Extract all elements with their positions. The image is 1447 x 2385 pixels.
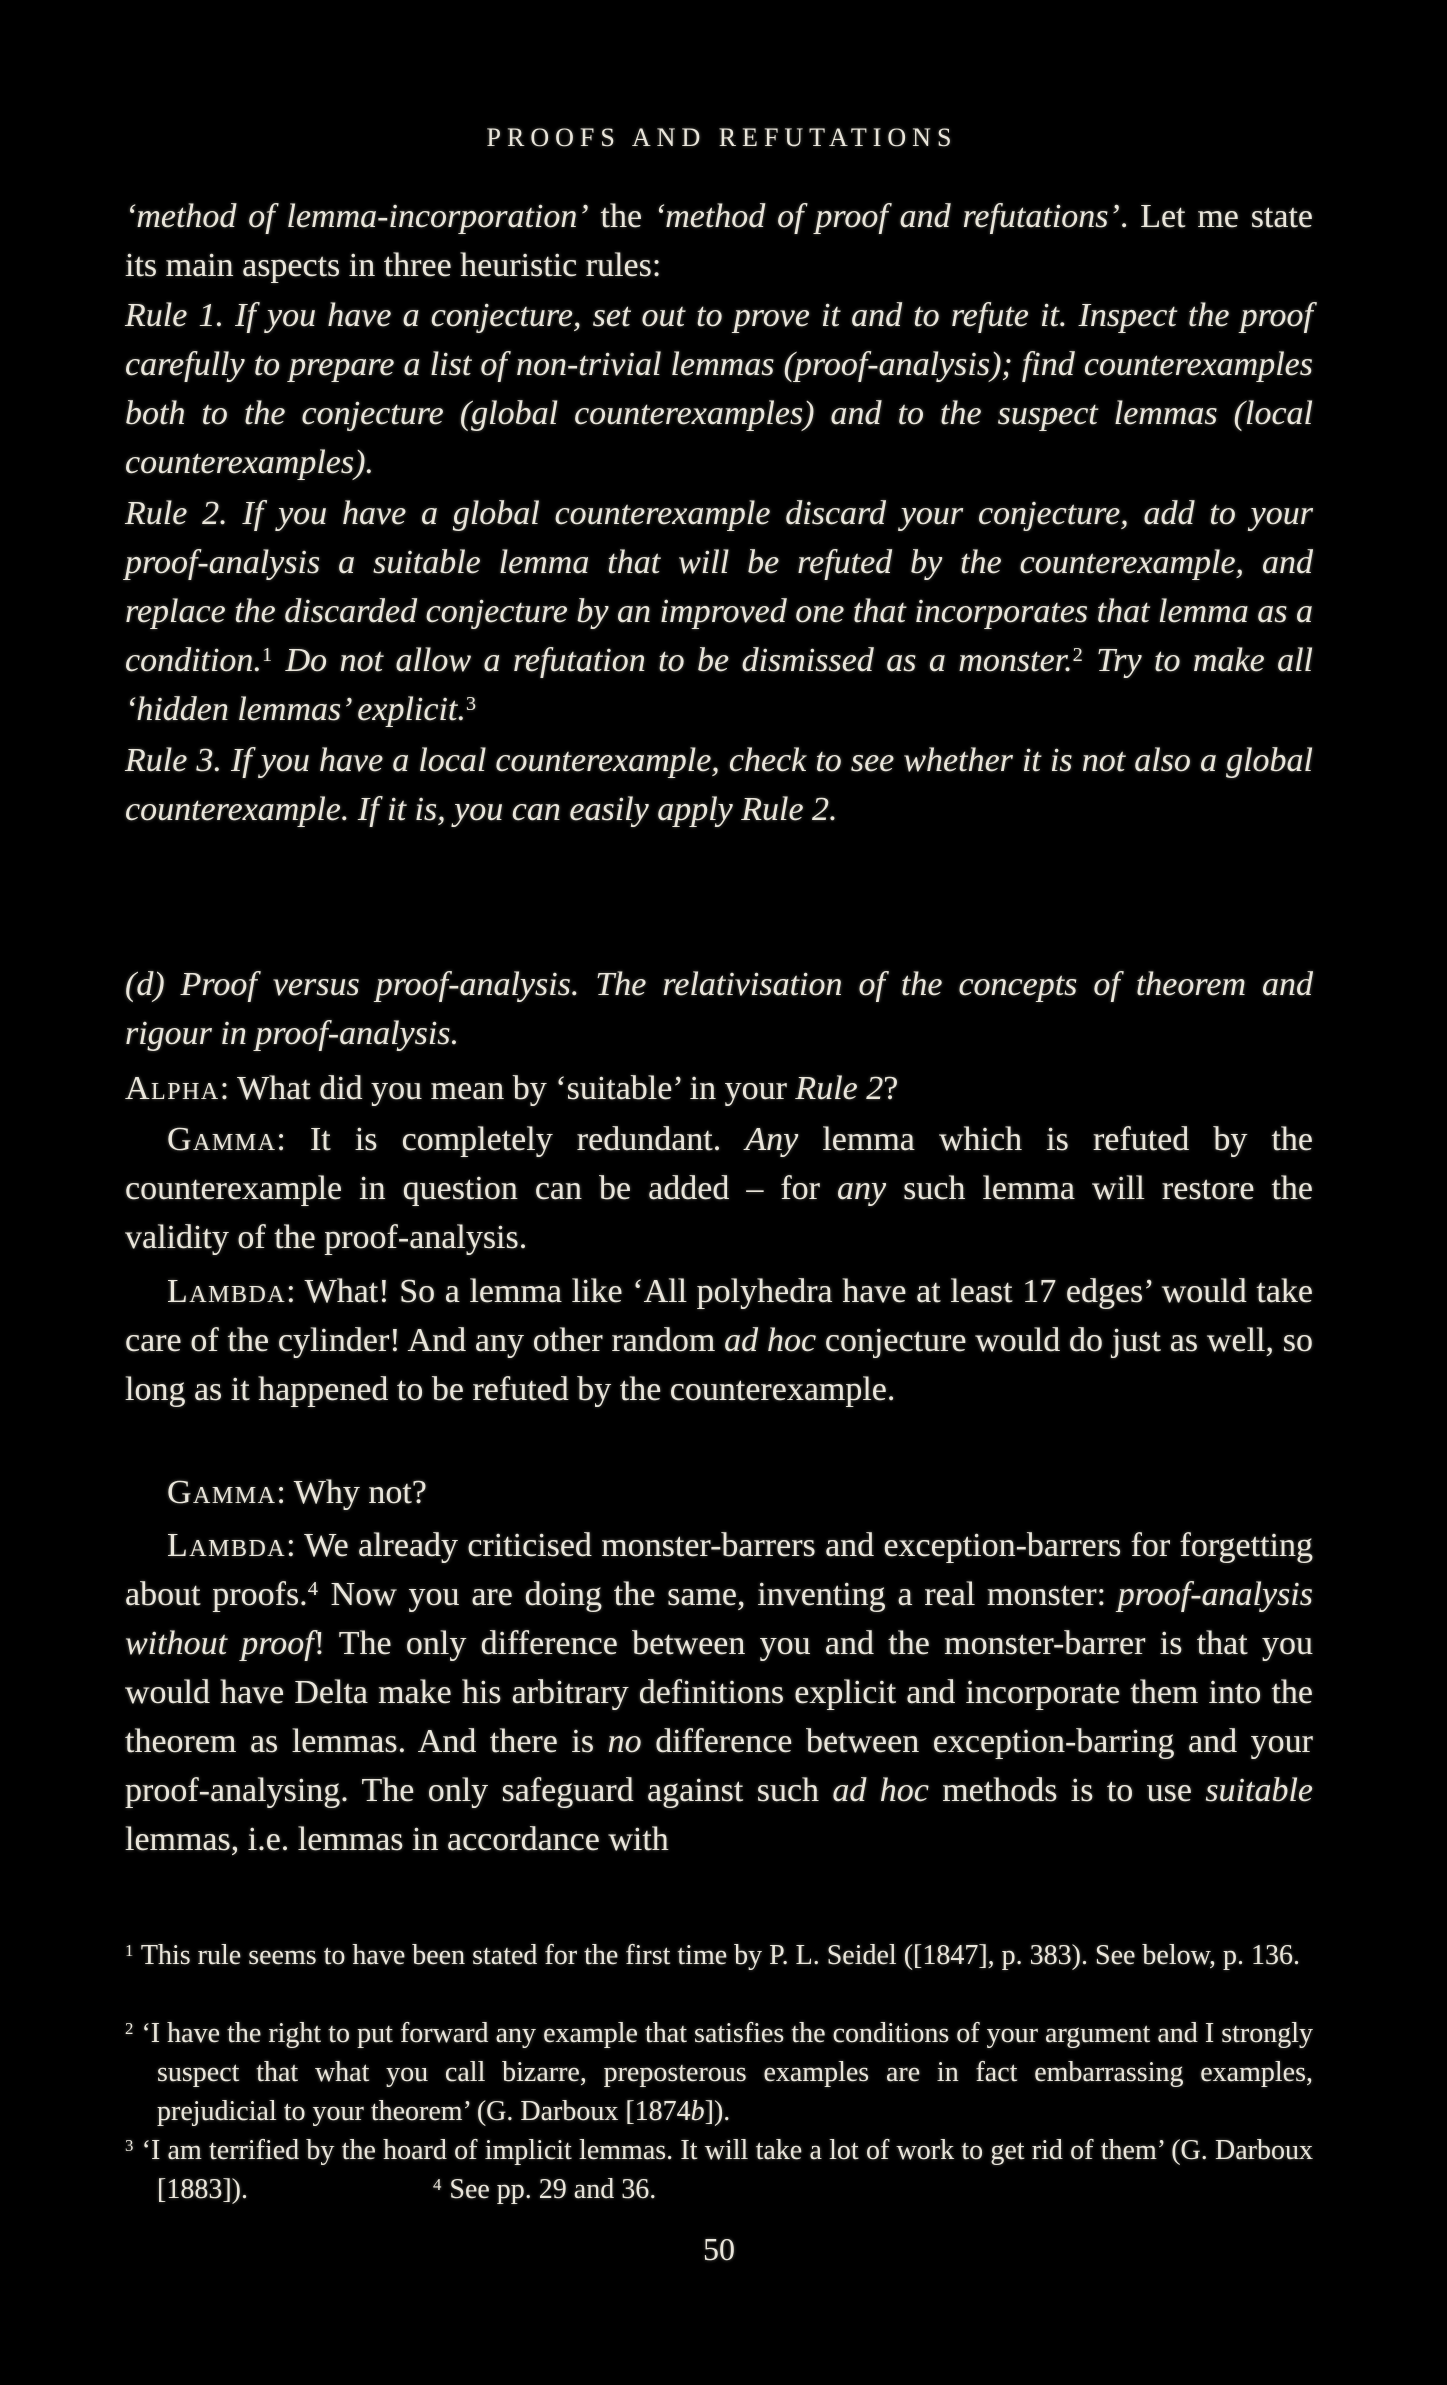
dialogue-alpha: Alpha: What did you mean by ‘suitable’ in your Rule 2? xyxy=(125,1070,899,1107)
rule-1-paragraph: Rule 1. If you have a conjecture, set out to prove it and to refute it. Inspect the proof carefully to prepare a list of non-trivial lemmas (proof-analysis); find counterexamples both to the conjecture (global counterexamples) and to the suspect lemmas (local counterexamples). xyxy=(125,297,1313,481)
dialogue-lambda-1: Lambda: What! So a lemma like ‘All polyhedra have at least 17 edges’ would take care of the cylinder! And any other random ad hoc conjecture would do just as well, so long as it happened to be refuted by the counterexample. xyxy=(125,1273,1313,1408)
dialogue-gamma-1: Gamma: It is completely redundant. Any lemma which is refuted by the counterexample in question can be added – for any such lemma will restore the validity of the proof-analysis. xyxy=(125,1121,1313,1256)
rule-3-paragraph: Rule 3. If you have a local counterexample, check to see whether it is not also a global counterexample. If it is, you can easily apply Rule 2. xyxy=(125,742,1313,828)
footnote-1: $^1$ This rule seems to have been stated for the first time by P. L. Seidel ([1847], p. 383). See below, p. 136. xyxy=(125,1940,1301,1971)
dialogue-gamma-2: Gamma: Why not? xyxy=(167,1474,427,1511)
rule-2-paragraph: Rule 2. If you have a global counterexample discard your conjecture, add to your proof-analysis a suitable lemma that will be refuted by the counterexample, and replace the discarded conjecture by an improved one that incorporates that lemma as a condition.$^1$ Do not allow a refutation to be dismissed as a monster.$^2$ Try to make all ‘hidden lemmas’ explicit.$^3$ xyxy=(125,495,1313,728)
dialogue-lambda-2: Lambda: We already criticised monster-barrers and exception-barrers for forgetting about proofs.$^4$ Now you are doing the same, inventing a real monster: proof-analysis without proof! The only difference between you and the monster-barrer is that you would have Delta make his arbitrary definitions explicit and incorporate them into the theorem as lemmas. And there is no difference between exception-barring and your proof-analysing. The only safeguard against such ad hoc methods is to use suitable lemmas, i.e. lemmas in accordance with xyxy=(125,1527,1313,1858)
footnote-3-and-4: $^3$ ‘I am terrified by the hoard of implicit lemmas. It will take a lot of work to get rid of them’ (G. Darboux [1883]). $^4$ See pp. 29 and 36. xyxy=(125,2135,1313,2205)
footnote-2: $^2$ ‘I have the right to put forward any example that satisfies the conditions of your argument and I strongly suspect that what you call bizarre, preposterous examples are in fact embarrassing examples, prejudicial to your theorem’ (G. Darboux [1874b]). xyxy=(125,2018,1313,2127)
running-head: PROOFS AND REFUTATIONS xyxy=(486,123,958,152)
section-d-heading: (d) Proof versus proof-analysis. The relativisation of the concepts of theorem and rigour in proof-analysis. xyxy=(125,966,1313,1052)
page-number: 50 xyxy=(703,2231,735,2267)
intro-paragraph: ‘method of lemma-incorporation’ the ‘method of proof and refutations’. Let me state its main aspects in three heuristic rules: xyxy=(125,198,1313,284)
